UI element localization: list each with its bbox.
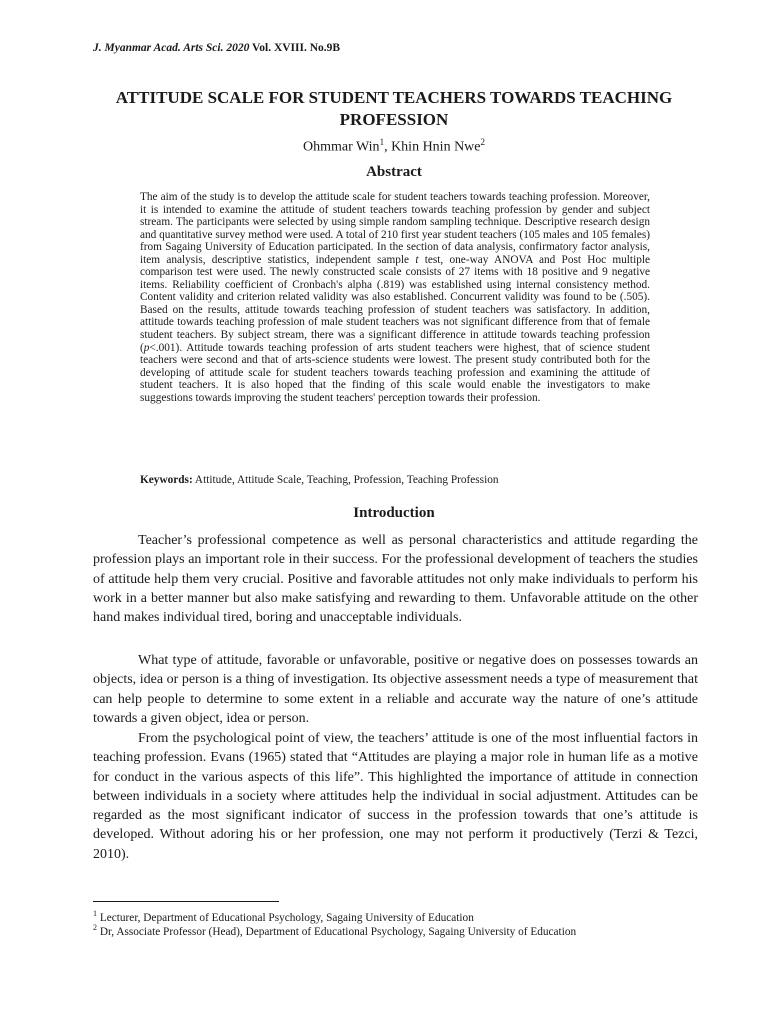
abstract-body	[140, 191, 650, 404]
abstract-t-symbol: t	[415, 253, 419, 266]
intro-paragraph-3: From the psychological point of view, the teachers’ attitude is one of the most influential factors in teaching profession. Evans (1965) stated that “Attitudes are playing a major role in human life as a motive for conduct in the various aspects of this life”. This highlighted the importance of attitude in connection between individuals in a society where attitudes help the individual in social adjustment. Attitudes can be regarded as the most significant indicator of success in the profession towards that one’s attitude is developed. Without adoring his or her profession, one may not perform it productively (Terzi & Tezci, 2010).	[93, 731, 698, 862]
paper-title	[60, 87, 728, 131]
keywords	[140, 474, 650, 486]
author-list	[60, 137, 728, 156]
abstract-text-3: <.001). Attitude towards teaching profession of arts student teachers were highest, that of science student teachers were second and that of arts-science students were lowest. The present study contributed both for the developing of attitude scale for student teachers towards teaching profession and examining the attitude of student teachers. It is also hoped that the finding of this scale would enable the investigators to make suggestions towards improving the student teachers' perception towards their profession.	[140, 341, 650, 404]
footnote-1-text: Lecturer, Department of Educational Psychology, Sagaing University of Education	[97, 911, 474, 924]
footnote-2-mark: 2	[93, 923, 97, 932]
author-separator: ,	[384, 139, 392, 155]
intro-paragraph-2: What type of attitude, favorable or unfavorable, positive or negative does on possesses towards an objects, idea or person is a thing of investigation. Its objective assessment needs a type of measurement that can help people to determine to some extent in a reliable and accurate way the nature of one’s attitude towards a given object, idea or person.	[93, 653, 698, 726]
title-line-1: ATTITUDE SCALE FOR STUDENT TEACHERS TOWARDS TEACHING	[115, 88, 673, 107]
journal-citation: J. Myanmar Acad. Arts Sci. 2020	[93, 42, 250, 54]
abstract-text-2: test, one-way ANOVA and Post Hoc multiple comparison test were used. The newly constructed scale consists of 27 items with 18 positive and 9 negative items. Reliability coefficient of Cronbach's alpha (.819) was established using internal consistency method. Content validity and criterion related validity was also established. Concurrent validity was found to be (.505). Based on the results, attitude towards teaching profession of student teachers was satisfactory. In addition, attitude towards teaching profession of male student teachers was not significant difference from that of female student teachers. By subject stream, there was a significant difference in attitude towards teaching profession (	[140, 253, 651, 354]
footnote-2-text: Dr, Associate Professor (Head), Department of Educational Psychology, Sagaing University of Education	[97, 925, 577, 938]
abstract-text-1: The aim of the study is to develop the attitude scale for student teachers towards teaching profession. Moreover, it is intended to examine the attitude of student teachers towards teaching profession by gender and subject stream. The participants were selected by using simple random sampling technique. Descriptive research design and quantitative survey method were used. A total of 210 first year student teachers (105 males and 105 females) from Sagaing University of Education participated. In the section of data analysis, confirmatory factor analysis, item analysis, descriptive statistics, independent sample	[140, 191, 650, 266]
abstract-p-symbol: p	[143, 341, 150, 354]
footnote-2	[93, 921, 713, 939]
author-2-affiliation-mark: 2	[480, 137, 485, 147]
journal-header	[93, 42, 340, 54]
author-2: Khin Hnin Nwe	[391, 139, 481, 155]
keywords-label: Keywords:	[140, 474, 193, 486]
title-line-2: PROFESSION	[339, 110, 449, 129]
intro-paragraph-1: Teacher’s professional competence as well as personal characteristics and attitude regarding the profession plays an important role in their success. For the professional development of teachers the studies of attitude help them very crucial. Positive and favorable attitudes not only make individuals to perform his work in a better manner but also make satisfying and rewarding to them. Unfavorable attitude on the other hand makes individual tired, boring and unacceptable individuals.	[93, 533, 698, 626]
introduction-heading: Introduction	[353, 505, 435, 521]
footnote-1-mark: 1	[93, 909, 97, 918]
author-1-affiliation-mark: 1	[379, 137, 385, 147]
journal-volume: Vol. XVIII. No.9B	[252, 42, 341, 54]
keywords-list: Attitude, Attitude Scale, Teaching, Profession, Teaching Profession	[192, 474, 499, 486]
footnote-divider	[93, 901, 279, 902]
author-1: Ohmmar Win	[303, 139, 380, 155]
abstract-heading: Abstract	[366, 164, 422, 180]
